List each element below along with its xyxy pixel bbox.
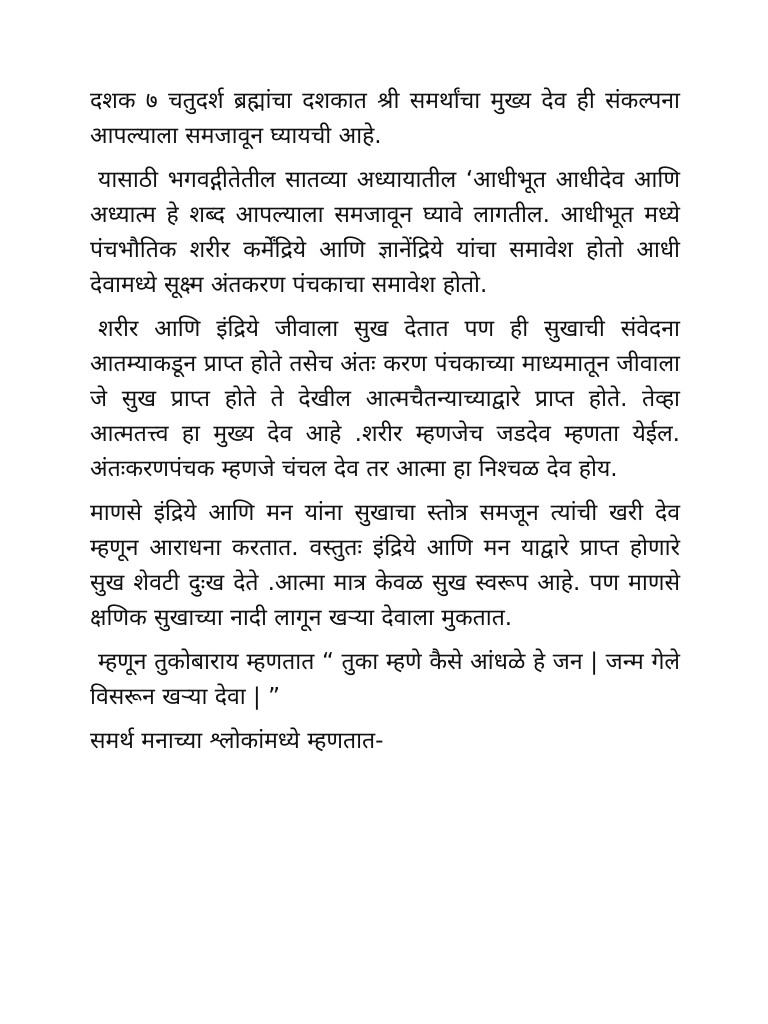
paragraph-tukaram-quote: म्हणून तुकोबाराय म्हणतात “ तुका म्हणे कैसे आंधळे हे जन | जन्म गेले विसरून खऱ्या देवा | ”	[90, 649, 680, 710]
paragraph-body-senses: शरीर आणि इंद्रिये जीवाला सुख देतात पण ही सुखाची संवेदना आतम्याकडून प्राप्त होते तसेच अंतः करण पंचकाच्या माध्यमातून जीवाला जे सुख प्राप्त होते ते देखील आत्मचैतन्याच्याद्वारे प्राप्त होते. तेव्हा आत्मतत्त्व हा मुख्य देव आहे .शरीर म्हणजेच जडदेव म्हणता येईल. अंतःकरणपंचक म्हणजे चंचल देव तर आत्मा हा निश्चळ देव होय.	[90, 316, 680, 482]
paragraph-intro: दशक ७ चतुदर्श ब्रह्मांचा दशकात श्री समर्थांचा मुख्य देव ही संकल्पना आपल्याला समजावून घ्यायची आहे.	[90, 88, 680, 149]
paragraph-samarth: समर्थ मनाच्या श्लोकांमध्ये म्हणतात-	[90, 728, 384, 754]
paragraph-bhagavad-gita: यासाठी भगवद्गीतेतील सातव्या अध्यायातील ‘आधीभूत आधीदेव आणि अध्यात्म हे शब्द आपल्याला समजावून घ्यावे लागतील. आधीभूत मध्ये पंचभौतिक शरीर कर्मेंद्रिये आणि ज्ञानेंद्रिये यांचा समावेश होतो आधी देवामध्ये सूक्ष्म अंतकरण पंचकाचा समावेश होतो.	[90, 167, 680, 298]
paragraph-people-senses: माणसे इंद्रिये आणि मन यांना सुखाचा स्तोत्र समजून त्यांची खरी देव म्हणून आराधना करतात. वस्तुतः इंद्रिये आणि मन याद्वारे प्राप्त होणारे सुख शेवटी दुःख देते .आत्मा मात्र केवळ सुख स्वरूप आहे. पण माणसे क्षणिक सुखाच्या नादी लागून खऱ्या देवाला मुकतात.	[90, 500, 680, 631]
